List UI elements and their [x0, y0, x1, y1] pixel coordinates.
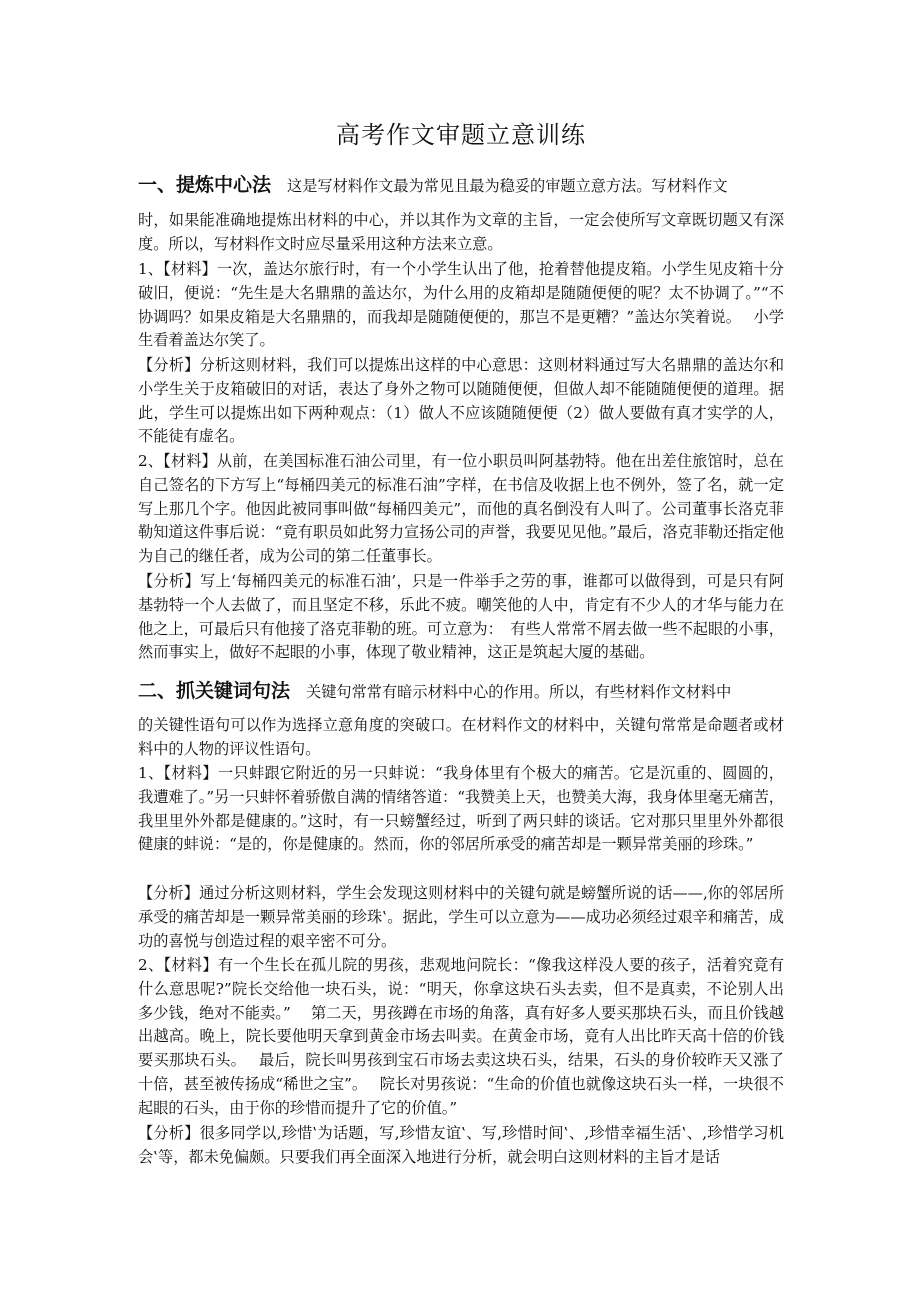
section1-analysis-1	[138, 354, 784, 449]
analysis-label: 【分析】	[138, 572, 201, 590]
section2-intro-first: 关键句常常有暗示材料中心的作用。所以，有些材料作文材料中	[306, 683, 732, 701]
analysis-text: 写上‘每桶四美元的标准石油’，只是一件举手之劳的事，谁都可以做得到，可是只有阿基勃特一个人去做了，而且坚定不移，乐此不疲。嘲笑他的人中，肯定有不少人的才华与能力在他之上，可最后只有他接了洛克菲勒的班。可立意为： 有些人常常不屑去做一些不起眼的小事，然而事实上，做好不起眼的小事，体现了敬业精神，这正是筑起大厦的基础。	[138, 572, 785, 662]
analysis-label: 【分析】	[138, 884, 200, 902]
section1-material-2	[138, 450, 784, 569]
material-label: 1、【材料】	[138, 260, 217, 278]
page-title: 高考作文审题立意训练	[336, 121, 586, 149]
material-label: 2、【材料】	[138, 956, 218, 974]
section2-analysis-2	[138, 1122, 784, 1170]
analysis-text: 很多同学以‚珍惜‛为话题，写‚珍惜友谊‛、写‚珍惜时间‛、‚珍惜幸福生活‛、‚珍惜学习机会‛等，都未免偏颇。只要我们再全面深入地进行分析，就会明白这则材料的主旨才是话	[138, 1124, 784, 1166]
section1-intro-first-line	[138, 170, 784, 202]
section1-intro-rest: 时，如果能准确地提炼出材料的中心，并以其作为文章的主旨，一定会使所写文章既切题又有深度。所以，写材料作文时应尽量采用这种方法来立意。	[138, 211, 784, 253]
analysis-text: 通过分析这则材料，学生会发现这则材料中的关键句就是螃蟹所说的话——‚你的邻居所承受的痛苦却是一颗异常美丽的珍珠‛。据此，学生可以立意为——成功必须经过艰辛和痛苦，成功的喜悦与创造过程的艰辛密不可分。	[138, 884, 785, 950]
material-text: 从前，在美国标准石油公司里，有一位小职员叫阿基勃特。他在出差住旅馆时，总在自己签名的下方写上“每桶四美元的标准石油”字样，在书信及收据上也不例外，签了名，就一定写上那几个字。他因此被同事叫做“每桶四美元”，而他的真名倒没有人叫了。公司董事长洛克菲勒知道这件事后说：“竟有职员如此努力宣扬公司的声誉，我要见见他。”最后，洛克菲勒还指定他为自己的继任者，成为公司的第二任董事长。	[138, 452, 784, 566]
analysis-label: 【分析】	[138, 1124, 200, 1142]
section2-heading: 二、抓关键词句法	[138, 680, 291, 702]
section1-material-1	[138, 258, 784, 353]
material-text: 一只蚌跟它附近的另一只蚌说：“我身体里有个极大的痛苦。它是沉重的、圆圆的，我遭难了。”另一只蚌怀着骄傲自满的情绪答道：“我赞美上天，也赞美大海，我身体里毫无痛苦，我里里外外都是健康的。”这时，有一只螃蟹经过，听到了两只蚌的谈话。它对那只里里外外都很健康的蚌说：“是的，你是健康的。然而，你的邻居所承受的痛苦却是一颗异常美丽的珍珠。”	[138, 764, 784, 854]
section1-intro-first: 这是写材料作文最为常见且最为稳妥的审题立意方法。写材料作文	[287, 177, 728, 195]
material-label: 1、【材料】	[138, 764, 218, 782]
section2-intro-rest: 的关键性语句可以作为选择立意角度的突破口。在材料作文的材料中，关键句常常是命题者或材料中的人物的评议性语句。	[138, 716, 784, 758]
section1-heading: 一、提炼中心法	[138, 174, 272, 196]
material-label: 2、【材料】	[138, 452, 217, 470]
analysis-text: 分析这则材料，我们可以提炼出这样的中心意思：这则材料通过写大名鼎鼎的盖达尔和小学生关于皮箱破旧的对话，表达了身外之物可以随随便便，但做人却不能随随便便的道理。据此，学生可以提炼出如下两种观点：（1）做人不应该随随便便（2）做人要做有真才实学的人，不能徒有虚名。	[138, 356, 785, 446]
material-text: 有一个生长在孤儿院的男孩，悲观地问院长：“像我这样没人要的孩子，活着究竟有什么意思呢?”院长交给他一块石头，说：“明天，你拿这块石头去卖，但不是真卖，不论别人出多少钱，绝对不能卖。” 第二天，男孩蹲在市场的角落，真有好多人要买那块石头，而且价钱越出越高。晚上，院长要他明天拿到黄金市场去叫卖。在黄金市场，竟有人出比昨天高十倍的价钱要买那块石头。 最后，院长叫男孩到宝石市场去卖这块石头，结果，石头的身价较昨天又涨了十倍，甚至被传扬成“稀世之宝”。 院长对男孩说：“生命的价值也就像这块石头一样，一块很不起眼的石头，由于你的珍惜而提升了它的价值。”	[138, 956, 784, 1117]
section2-material-2	[138, 954, 784, 1121]
section2-material-1	[138, 762, 784, 857]
section1-analysis-2	[138, 570, 784, 665]
section2-intro-first-line	[138, 676, 784, 708]
section2-analysis-1	[138, 882, 784, 953]
analysis-label: 【分析】	[138, 356, 200, 374]
material-text: 一次，盖达尔旅行时，有一个小学生认出了他，抢着替他提皮箱。小学生见皮箱十分破旧，便说：“先生是大名鼎鼎的盖达尔，为什么用的皮箱却是随随便便的呢？太不协调了。”“不协调吗？如果皮箱是大名鼎鼎的，而我却是随随便便的，那岂不是更糟？”盖达尔笑着说。 小学生看着盖达尔笑了。	[138, 260, 784, 350]
